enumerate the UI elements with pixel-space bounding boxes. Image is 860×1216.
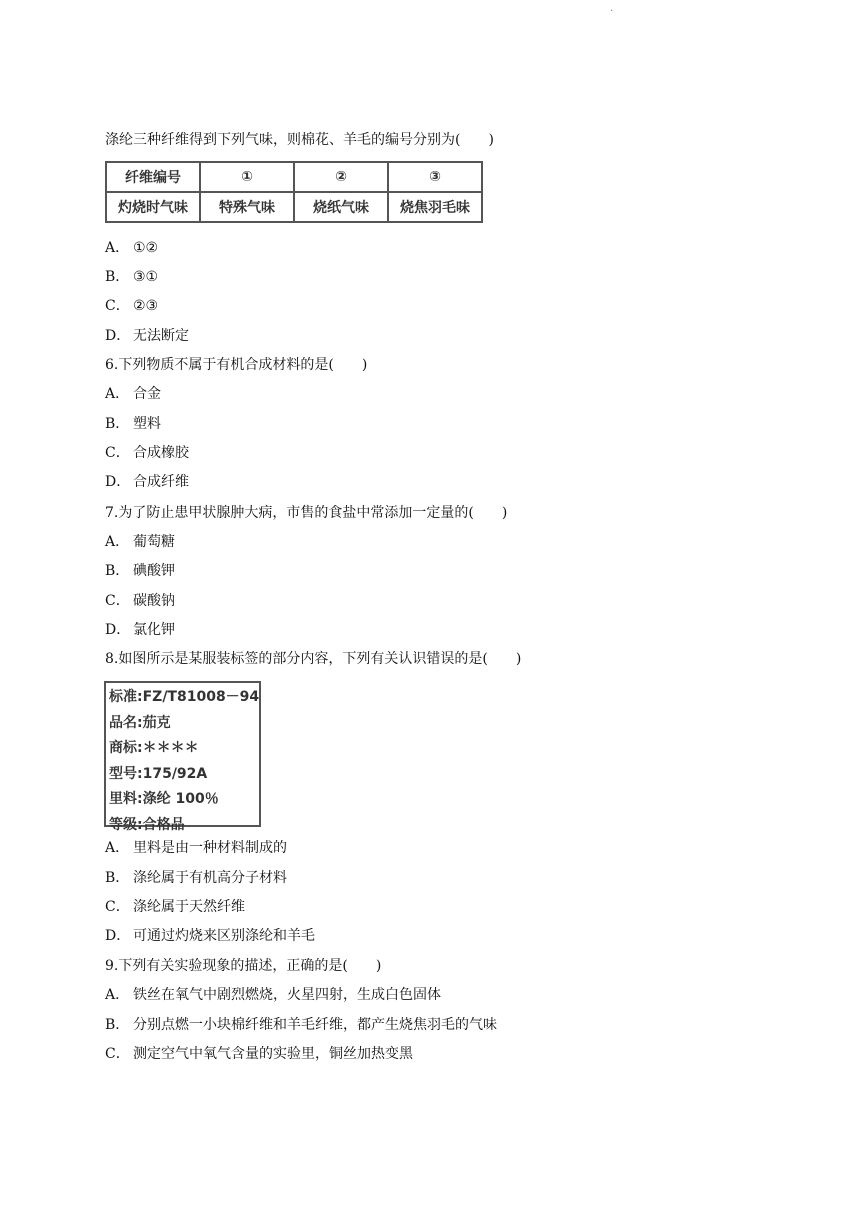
option-b: B． 分别点燃一小块棉纤维和羊毛纤维，都产生烧焦羽毛的气味 <box>105 1017 497 1033</box>
label-line: 商标:＊＊＊＊ <box>109 740 199 756</box>
option-c: C． 碳酸钠 <box>105 593 175 609</box>
option-d: D． 氯化钾 <box>105 622 175 638</box>
header-mark: · <box>610 6 614 17</box>
label-line: 等级:合格品 <box>109 816 185 833</box>
clothing-label-image <box>104 681 261 833</box>
option-c: C． 测定空气中氧气含量的实验里，铜丝加热变黑 <box>105 1046 413 1062</box>
option-b: B． ③① <box>105 269 159 285</box>
option-a: A． 里料是由一种材料制成的 <box>105 840 287 856</box>
option-b: B． 涤纶属于有机高分子材料 <box>105 870 287 886</box>
option-c: C． 合成橡胶 <box>105 445 189 461</box>
question-6-stem: 6.下列物质不属于有机合成材料的是( ) <box>105 357 368 373</box>
option-a: A． 葡萄糖 <box>105 534 175 550</box>
table-cell: ① <box>200 162 294 192</box>
question-7-stem: 7.为了防止患甲状腺肿大病，市售的食盐中常添加一定量的( ) <box>105 505 508 521</box>
label-line: 品名:茄克 <box>109 714 171 731</box>
label-line: 标准:FZ/T81008－94 <box>109 689 260 705</box>
table-cell: 烧纸气味 <box>294 192 388 222</box>
table-cell: 烧焦羽毛味 <box>388 192 482 222</box>
option-d: D． 合成纤维 <box>105 474 189 490</box>
table-cell: 灼烧时气味 <box>106 192 200 222</box>
question-5-stem: 涤纶三种纤维得到下列气味，则棉花、羊毛的编号分别为( ) <box>105 132 494 148</box>
table-cell: ② <box>294 162 388 192</box>
option-b: B． 碘酸钾 <box>105 563 175 579</box>
option-a: A． ①② <box>105 240 159 256</box>
option-c: C． 涤纶属于天然纤维 <box>105 899 245 915</box>
option-c: C． ②③ <box>105 298 159 314</box>
option-a: A． 合金 <box>105 386 161 402</box>
table-row <box>106 162 482 192</box>
question-8-stem: 8.如图所示是某服装标签的部分内容，下列有关认识错误的是( ) <box>105 651 522 667</box>
table-cell: 纤维编号 <box>106 162 200 192</box>
question-9-stem: 9.下列有关实验现象的描述，正确的是( ) <box>105 958 382 974</box>
table-row <box>106 192 482 222</box>
option-d: D． 无法断定 <box>105 328 189 344</box>
label-line: 里料:涤纶 100％ <box>109 791 219 807</box>
table-cell: ③ <box>388 162 482 192</box>
option-a: A． 铁丝在氧气中剧烈燃烧，火星四射，生成白色固体 <box>105 987 441 1003</box>
fiber-odor-table <box>105 161 483 223</box>
table-cell: 特殊气味 <box>200 192 294 222</box>
option-d: D． 可通过灼烧来区别涤纶和羊毛 <box>105 928 315 944</box>
label-line: 型号:175/92A <box>109 765 208 782</box>
option-b: B． 塑料 <box>105 416 161 432</box>
